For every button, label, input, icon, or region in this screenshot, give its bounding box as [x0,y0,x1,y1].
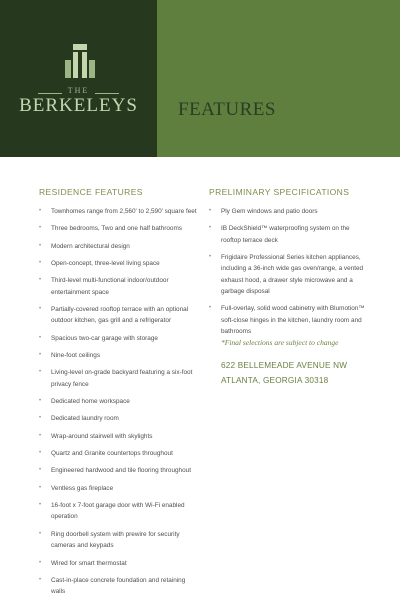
disclaimer-note: *Final selections are subject to change [221,338,339,347]
list-item: • Ply Gem windows and patio doors [209,206,369,218]
header-banner [0,0,400,157]
residence-features-heading: RESIDENCE FEATURES [39,187,143,197]
list-item: • Full-overlay, solid wood cabinetry with Blumotion™ soft-close hinges in the kitchen, laundry room and bathrooms [209,303,369,338]
list-item: • Wrap-around stairwell with skylights [39,431,199,443]
logo-wordmark: BERKELEYS [19,95,138,116]
list-item: • Wired for smart thermostat [39,558,199,570]
list-item: • Third-level multi-functional indoor/outdoor entertainment space [39,275,199,298]
list-item: • Open-concept, three-level living space [39,258,199,270]
building-logo-icon [65,44,95,78]
list-item: • Engineered hardwood and tile flooring throughout [39,465,199,477]
list-item: • Dedicated laundry room [39,413,199,425]
list-item: • IB DeckShield™ waterproofing system on the rooftop terrace deck [209,223,369,246]
list-item: • Partially-covered rooftop terrace with an optional outdoor kitchen, gas grill and a refrigerator [39,304,199,327]
residence-features-list [39,206,199,600]
page-title: FEATURES [178,99,276,120]
list-item: • Dedicated home workspace [39,396,199,408]
list-item: • Ring doorbell system with prewire for security cameras and keypads [39,529,199,552]
list-item: • Three bedrooms, Two and one half bathrooms [39,223,199,235]
logo-rule-right [95,93,119,94]
address-street: 622 BELLEMEADE AVENUE NW [221,361,348,370]
list-item: • Spacious two-car garage with storage [39,333,199,345]
list-item: • 16-foot x 7-foot garage door with Wi-Fi enabled operation [39,500,199,523]
title-panel [157,0,400,157]
list-item: • Frigidaire Professional Series kitchen appliances, including a 36-inch wide gas oven/range, a vented exhaust hood, a drawer style microwave and a garbage disposal [209,252,369,298]
list-item: • Living-level on-grade backyard featuring a six-foot privacy fence [39,367,199,390]
list-item: • Ventless gas fireplace [39,483,199,495]
logo-the: THE [67,86,90,95]
list-item: • Quartz and Granite countertops throughout [39,448,199,460]
address-city: ATLANTA, GEORGIA 30318 [221,376,329,385]
list-item: • Nine-foot ceilings [39,350,199,362]
list-item: • Townhomes range from 2,560' to 2,590' square feet [39,206,199,218]
list-item: • Cast-in-place concrete foundation and retaining walls [39,575,199,598]
preliminary-specifications-heading: PRELIMINARY SPECIFICATIONS [209,187,350,197]
logo-panel [0,0,157,157]
specifications-list [209,206,369,343]
list-item: • Modern architectural design [39,241,199,253]
